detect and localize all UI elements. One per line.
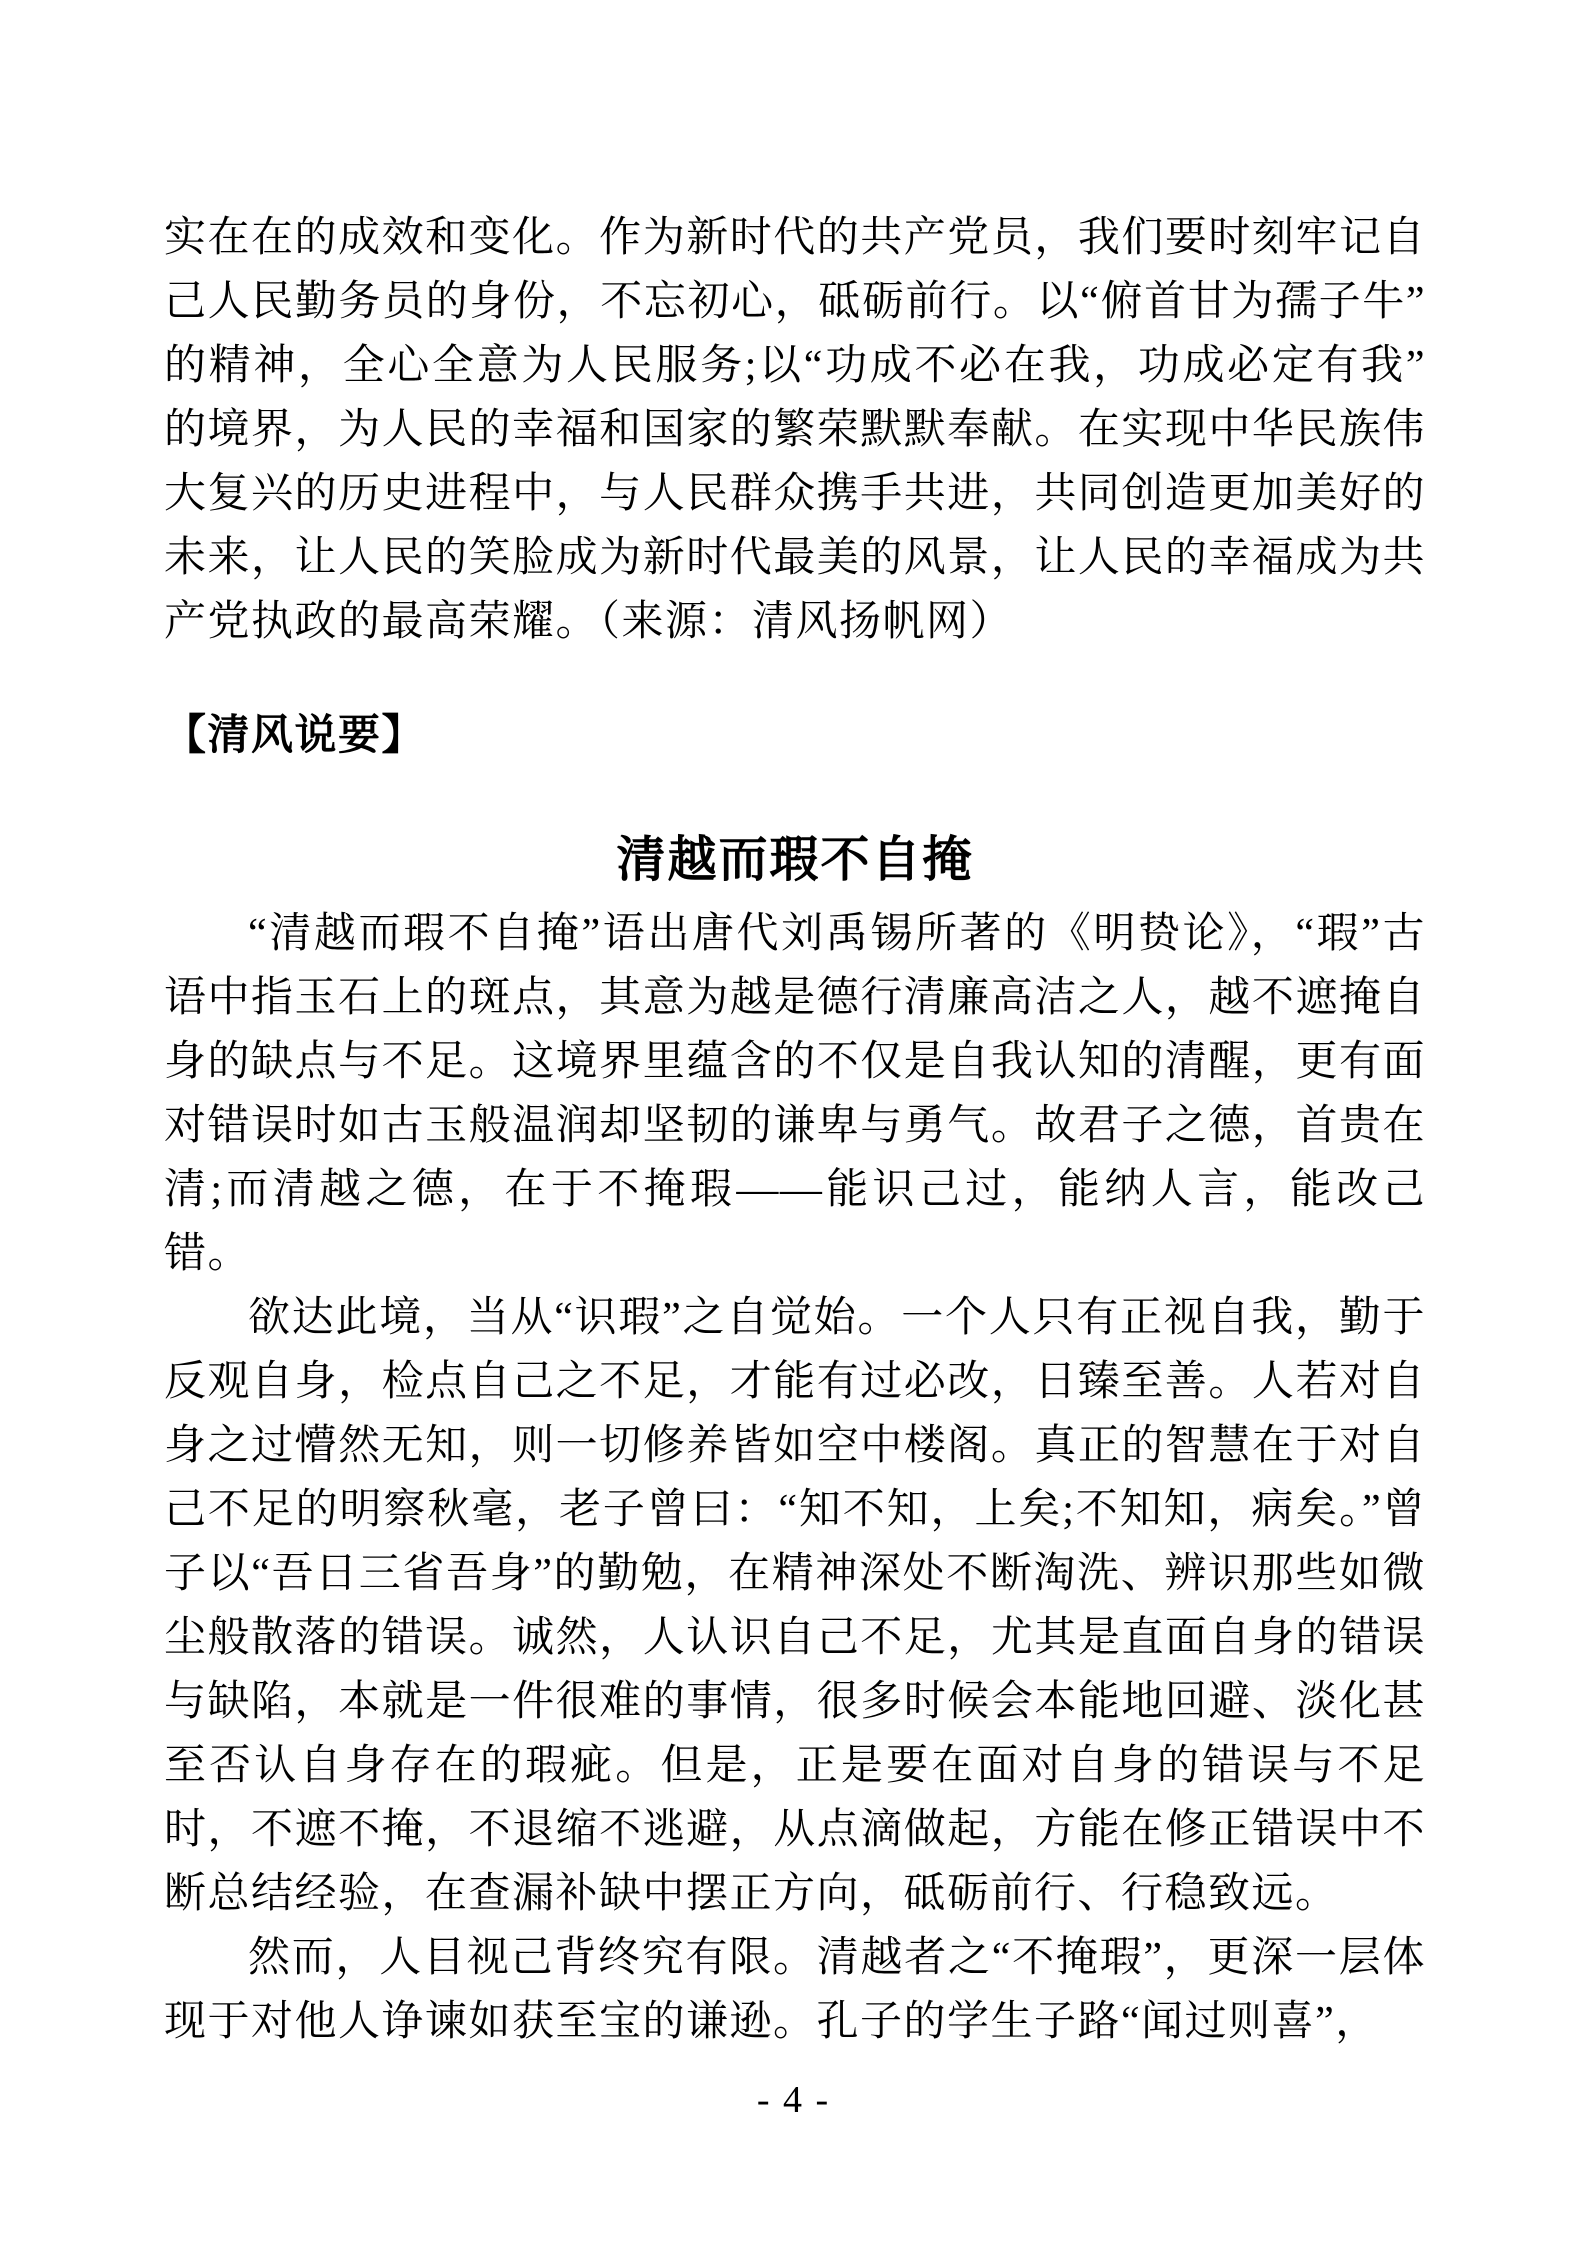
body-paragraph: 然而，人目视己背终究有限。清越者之“不掩瑕”，更深一层体现于对他人诤谏如获至宝的谦逊。孔子的学生子路“闻过则喜”， [164, 1935, 1426, 2045]
section-header: 【清风说要】 [164, 713, 426, 759]
body-paragraph: 欲达此境，当从“识瑕”之自觉始。一个人只有正视自我，勤于反观自身，检点自己之不足，才能有过必改，日臻至善。人若对自身之过懵然无知，则一切修养皆如空中楼阁。真正的智慧在于对自己不足的明察秋毫，老子曾曰：“知不知，上矣;不知知，病矣。”曾子以“吾日三省吾身”的勤勉，在精神深处不断淘洗、辨识那些如微尘般散落的错误。诚然，人认识自己不足，尤其是直面自身的错误与缺陷，本就是一件很难的事情，很多时候会本能地回避、淡化甚至否认自身存在的瑕疵。但是，正是要在面对自身的错误与不足时，不遮不掩，不退缩不逃避，从点滴做起，方能在修正错误中不断总结经验，在查漏补缺中摆正方向，砥砺前行、行稳致远。 [164, 1295, 1426, 1917]
continuation-paragraph: 实在在的成效和变化。作为新时代的共产党员，我们要时刻牢记自己人民勤务员的身份，不忘初心，砥砺前行。以“俯首甘为孺子牛”的精神，全心全意为人民服务;以“功成不必在我，功成必定有我”的境界，为人民的幸福和国家的繁荣默默奉献。在实现中华民族伟大复兴的历史进程中，与人民群众携手共进，共同创造更加美好的未来，让人民的笑脸成为新时代最美的风景，让人民的幸福成为共产党执政的最高荣耀。（来源：清风扬帆网） [164, 215, 1426, 645]
article-title: 清越而瑕不自掩 [616, 832, 974, 887]
body-paragraph: “清越而瑕不自掩”语出唐代刘禹锡所著的《明贽论》，“瑕”古语中指玉石上的斑点，其意为越是德行清廉高洁之人，越不遮掩自身的缺点与不足。这境界里蕴含的不仅是自我认知的清醒，更有面对错误时如古玉般温润却坚韧的谦卑与勇气。故君子之德，首贵在清;而清越之德，在于不掩瑕——能识己过，能纳人言，能改己错。 [164, 911, 1426, 1277]
page-number: - 4 - [756, 2079, 831, 2121]
text-column [164, 206, 1426, 2054]
